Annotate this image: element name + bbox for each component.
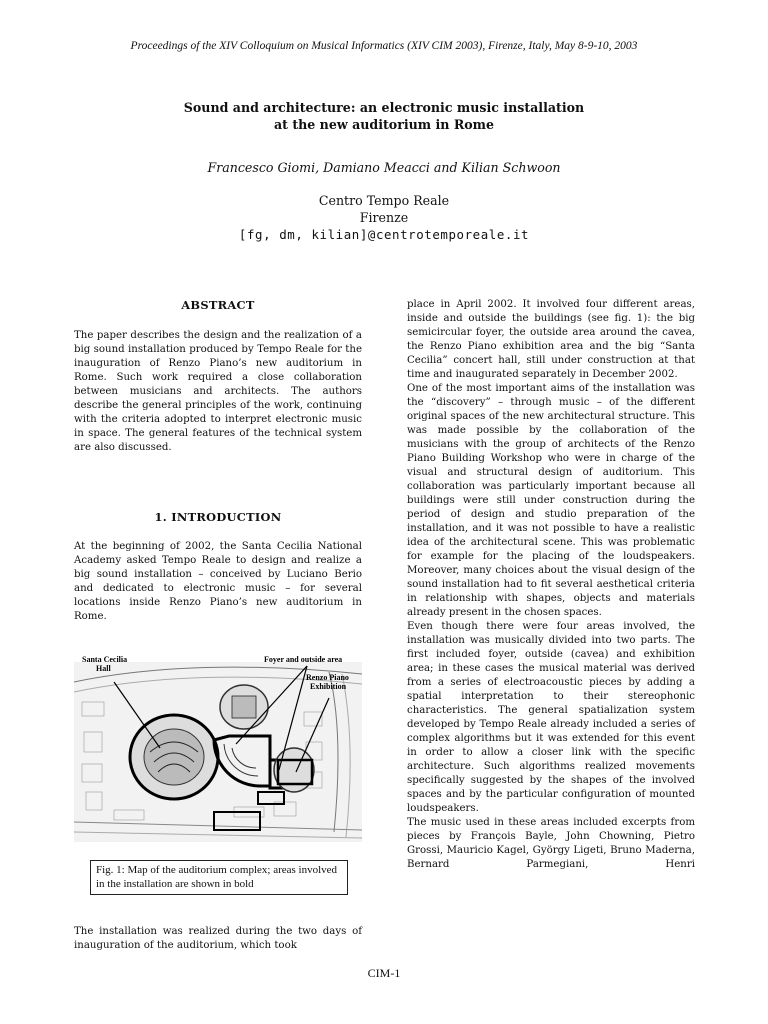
introduction-heading: 1. INTRODUCTION — [154, 510, 282, 524]
affiliation-org: Centro Tempo Reale — [318, 193, 450, 208]
right-paragraph-2: One of the most important aims of the installation was the “discovery” – through music – of the different original spaces of the new architectural structure. This was made possible by the collaboration of the musicians with the group of architects of the Renzo Piano Building Workshop who were in charge of the visual and structural design of auditorium. This collaboration was particularly important because all buildings were still under construction during the period of design and studio preparation of the installation, and it was not possible to have a realistic idea of the architectural scene. This was problematic for example for the placing of the loudspeakers. Moreover, many choices about the visual design of the sound installation had to fit several aesthetical criteria in relationship with shapes, objects and materials already present in the chosen spaces. — [407, 383, 695, 618]
right-paragraph-1: place in April 2002. It involved four different areas, inside and outside the buildings (see fig. 1): the big semicircular foyer, the outside area around the cavea, the Renzo Piano exhibition area and the big “Santa Cecilia” concert hall, still under construction at that time and inaugurated separately in December 2002. — [407, 299, 695, 380]
label-foyer: Foyer and outside area — [264, 655, 343, 664]
running-header: Proceedings of the XIV Colloquium on Musical Informatics (XIV CIM 2003), Firenze, Italy, May 8-9-10, 2003 — [130, 40, 638, 52]
abstract-text: The paper describes the design and the realization of a big sound installation produced by Tempo Reale for the inauguration of Renzo Piano’s new auditorium in Rome. Such work required a close collaboration between musicians and architects. The authors describe the general principles of the work, continuing with the criteria adopted to interpret electronic music in space. The general features of the technical system are also discussed. — [74, 330, 362, 453]
santa-cecilia-hall-shape — [130, 715, 218, 799]
abstract-heading: ABSTRACT — [181, 298, 255, 312]
title-line-1: Sound and architecture: an electronic music installation — [183, 100, 585, 115]
paper-title — [0, 99, 768, 133]
right-column — [407, 298, 695, 872]
title-line-2: at the new auditorium in Rome — [273, 117, 495, 132]
authors: Francesco Giomi, Damiano Meacci and Kilian Schwoon — [207, 160, 561, 175]
label-renzo-line1: Renzo Piano — [306, 673, 349, 682]
introduction-text: At the beginning of 2002, the Santa Cecilia National Academy asked Tempo Reale to design and realize a big sound installation – conceived by Luciano Berio and dedicated to electronic music – for several locations inside Renzo Piano’s new auditorium in Rome. — [74, 541, 362, 622]
label-renzo-line2: Exhibition — [310, 682, 347, 691]
page-footer: CIM-1 — [367, 966, 401, 980]
affiliation-email: [fg, dm, kilian]@centrotemporeale.it — [238, 227, 530, 242]
label-santa-cecilia-line1: Santa Cecilia — [82, 655, 128, 664]
figure-caption: Fig. 1: Map of the auditorium complex; areas involved in the installation are shown in bold — [90, 860, 348, 895]
right-paragraph-4: The music used in these areas included excerpts from pieces by François Bayle, John Chowning, Pietro Grossi, Mauricio Kagel, György Ligeti, Bruno Maderna, Bernard Parmegiani, Henri — [407, 817, 695, 870]
left-bottom-text: The installation was realized during the two days of inauguration of the auditorium, which took — [74, 926, 362, 951]
auditorium-map — [74, 652, 362, 842]
right-paragraph-3: Even though there were four areas involved, the installation was musically divided into two parts. The first included foyer, outside (cavea) and exhibition area; in these cases the musical material was derived from a series of electroacoustic pieces by adding a spatial interpretation to their stereophonic characteristics. The general spatialization system developed by Tempo Reale already included a series of complex algorithms but it was extended for this event in order to allow a closer link with the specific architecture. Such algorithms realized movements specifically suggested by the shapes of the involved spaces and by the particular configuration of mounted loudspeakers. — [407, 621, 695, 814]
middle-hall-shape — [220, 685, 268, 729]
auditorium-map-figure — [74, 652, 362, 842]
affiliation — [0, 192, 768, 243]
affiliation-city: Firenze — [359, 210, 409, 225]
label-santa-cecilia-line2: Hall — [96, 664, 111, 673]
